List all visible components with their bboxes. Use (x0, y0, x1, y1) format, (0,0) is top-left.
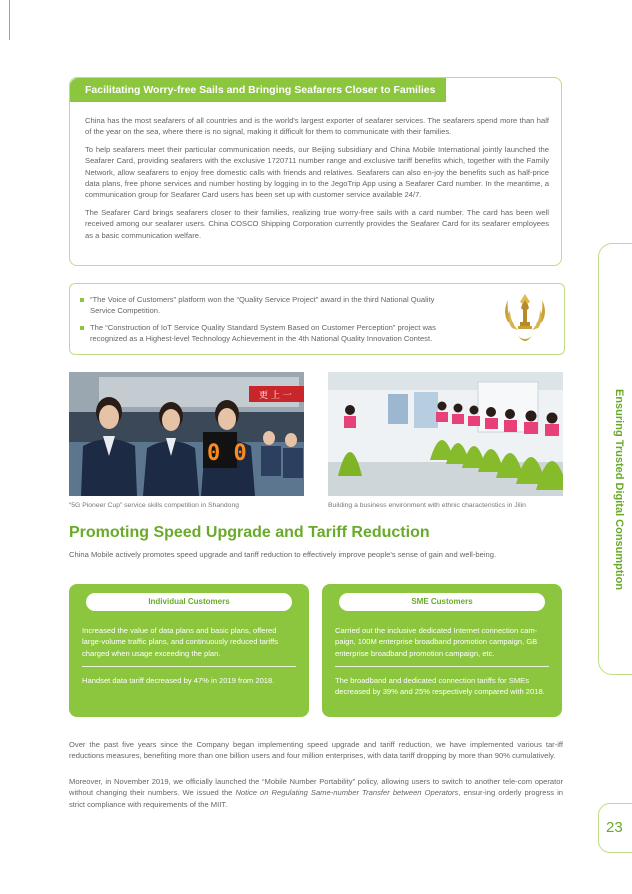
box-paragraph: China has the most seafarers of all countries and is the world's largest exporter of seafarer services. The seafarers spend more than half of the year on the sea, where there is no signal, making it difficult for them to communicate with their families. (85, 116, 549, 137)
bullet-icon (80, 298, 84, 302)
seafarer-card-box (69, 77, 562, 266)
award-text: “The Voice of Customers” platform won the “Quality Service Project” award in the third National Quality Service Competition. (90, 295, 435, 316)
photo-caption: Building a business environment with ethnic characteristics in Jilin (328, 502, 526, 509)
sme-customers-card (322, 584, 562, 717)
trophy-icon (498, 292, 552, 348)
banner-text: 更 上 一 (259, 391, 292, 401)
section-title: Promoting Speed Upgrade and Tariff Reduction (69, 524, 430, 541)
scoreboard-text: 0 0 (207, 441, 247, 466)
photo-caption: “5G Pioneer Cup” service skills competition in Shandong (69, 502, 240, 509)
award-item (80, 322, 455, 345)
box-paragraph: To help seafarers meet their particular communication needs, our Beijing subsidiary and China Mobile International jointly launched the Seafarer Card, providing seafarers with the exclusive 1720711 number range and exclusive tariff benefits which, together with the Family Network, allow seafarers to enjoy free domestic calls with friends and relatives. Seafarers can also en-joy the benefits such as half-price data plans, free phone services and number hosting by logging in to the JegoTrip App using a Seafarer Card number. In the meantime, a communication group for Seafarer Card users has been set up with customer service available 24/7. (85, 144, 549, 200)
chapter-title-text: Ensuring Trusted Digital Consumption (613, 389, 625, 591)
photo-5g-competition (69, 372, 304, 496)
corner-line (9, 0, 10, 40)
card-text: Handset data tariff decreased by 47% in 2019 from 2018. (82, 676, 275, 685)
card-text: Increased the value of data plans and basic plans, offered large-volume traffic plans, and continuously reduced tariffs charged when usage exceeding the plan. (82, 626, 278, 658)
individual-customers-card (69, 584, 309, 717)
award-item (80, 294, 455, 317)
box-body (85, 115, 549, 247)
body-paragraph: Over the past five years since the Company began implementing speed upgrade and tariff reduction, we have implemented various tar-iff reductions measures, benefiting more than one billion users and four million enterprises, with data tariff dropping by more than 90% cumulatively. (69, 740, 563, 761)
photo-illustration (69, 372, 304, 496)
body-text-part: , ensur-ing orderly progress in strict compliance with requirements of the MIIT. (69, 788, 564, 809)
card-text: Carried out the inclusive dedicated Internet connection cam-paign, 100M enterprise broadband promotion campaign, GB enterprise broadband promotion campaign, etc. (335, 626, 538, 658)
body-paragraph (69, 776, 563, 810)
awards-box (69, 283, 565, 355)
card-text: The broadband and dedicated connection tariffs for SMEs decreased by 39% and 25% respectively compared with 2018. (335, 676, 545, 697)
notice-title: Notice on Regulating Same-number Transfer between Operators (235, 788, 459, 798)
awards-list (80, 294, 455, 350)
chapter-title (609, 389, 629, 589)
box-title: Facilitating Worry-free Sails and Bringing Seafarers Closer to Families (70, 78, 446, 102)
bullet-icon (80, 326, 84, 330)
card-title: Individual Customers (86, 593, 292, 611)
page-number: 23 (606, 819, 623, 836)
photo-illustration (328, 372, 563, 496)
section-intro: China Mobile actively promotes speed upgrade and tariff reduction to effectively improve people's sense of gain and well-being. (69, 550, 497, 559)
card-title: SME Customers (339, 593, 545, 611)
card-divider (82, 666, 296, 667)
box-paragraph: The Seafarer Card brings seafarers closer to their families, realizing true worry-free sails with a card number. The card has been well received among our seafarer users. China COSCO Shipping Corporation currently provides the Seafarer Card for its seafarer employees as a basic communication welfare. (85, 207, 549, 240)
photo-jilin-business-hall (328, 372, 563, 496)
card-divider (335, 666, 549, 667)
body-text-part: Moreover, in November 2019, we officially launched the “Mobile Number Portability” policy, allowing users to switch to another tele-com operator without changing their numbers. We issued the (69, 777, 563, 798)
award-text: The “Construction of IoT Service Quality Standard System Based on Customer Perception” project was recognized as a Highest-level Technology Achievement in the 4th National Quality Innovation Contest. (90, 322, 436, 344)
